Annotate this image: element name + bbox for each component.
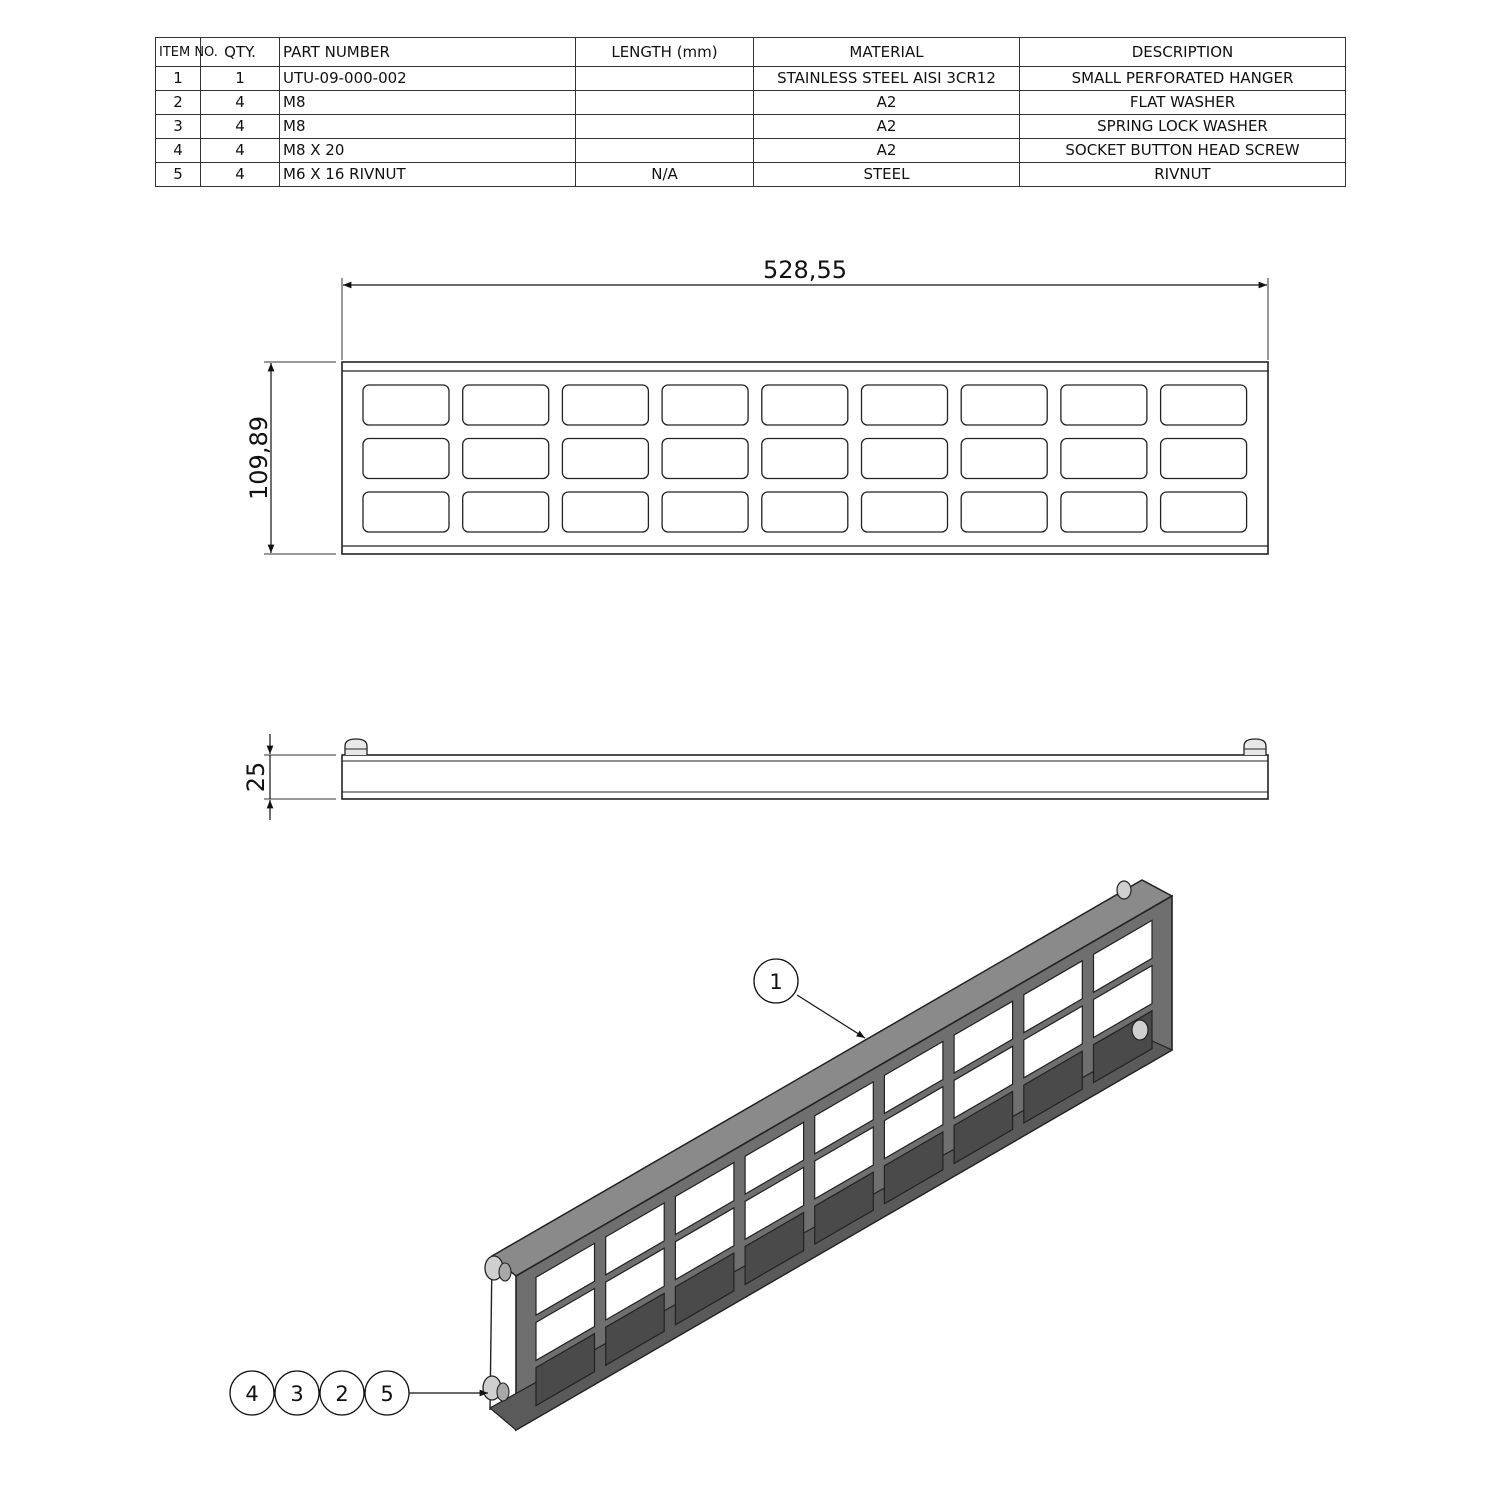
cell-item: 4 — [156, 139, 201, 163]
balloon-1 — [754, 959, 798, 1003]
cell-length: N/A — [576, 163, 754, 187]
cell-description: SOCKET BUTTON HEAD SCREW — [1020, 139, 1346, 163]
screw-head-right — [1244, 739, 1266, 755]
cell-material: STEEL — [754, 163, 1020, 187]
perforation-slot — [961, 439, 1047, 479]
cell-item: 1 — [156, 67, 201, 91]
fastener-bottom-left — [483, 1376, 509, 1401]
perforation-slot — [1161, 385, 1247, 425]
cell-qty: 4 — [201, 139, 280, 163]
cell-part: UTU-09-000-002 — [280, 67, 576, 91]
fastener-top-right — [1117, 881, 1131, 899]
fastener-mid-right — [1132, 1020, 1148, 1040]
width-dimension-label: 528,55 — [763, 256, 847, 284]
cell-material: A2 — [754, 91, 1020, 115]
perforation-slot — [1061, 385, 1147, 425]
perforation-slot — [961, 385, 1047, 425]
cell-material: A2 — [754, 139, 1020, 163]
balloon-1-label: 1 — [769, 970, 783, 994]
hanger-front-outline — [342, 362, 1268, 554]
perforation-slot — [1061, 439, 1147, 479]
perforation-slot — [961, 492, 1047, 532]
screw-head-left — [345, 739, 367, 755]
perforation-slot — [562, 492, 648, 532]
cell-qty: 1 — [201, 67, 280, 91]
cell-item: 2 — [156, 91, 201, 115]
front-view — [245, 256, 1268, 554]
perforation-slots — [363, 385, 1247, 532]
cell-part: M8 — [280, 91, 576, 115]
header-qty: QTY. — [201, 38, 280, 67]
perforation-slot — [562, 385, 648, 425]
perforation-slot — [662, 385, 748, 425]
perforation-slot — [762, 439, 848, 479]
cell-description: RIVNUT — [1020, 163, 1346, 187]
perforation-slot — [662, 492, 748, 532]
cell-description: SPRING LOCK WASHER — [1020, 115, 1346, 139]
isometric-perforation-slots — [536, 920, 1152, 1405]
balloon-leader-1 — [797, 995, 865, 1038]
perforation-slot — [463, 492, 549, 532]
hanger-isometric-body — [490, 880, 1172, 1430]
perforation-slot — [363, 492, 449, 532]
balloon-4-label: 4 — [245, 1382, 259, 1406]
perforation-slot — [862, 385, 948, 425]
header-description: DESCRIPTION — [1020, 38, 1346, 67]
balloon-2 — [320, 1371, 364, 1415]
perforation-slot — [862, 492, 948, 532]
perforation-slot — [1061, 492, 1147, 532]
perforation-slot — [562, 439, 648, 479]
side-view — [242, 734, 1268, 820]
balloon-3-label: 3 — [290, 1382, 304, 1406]
cell-material: STAINLESS STEEL AISI 3CR12 — [754, 67, 1020, 91]
perforation-slot — [662, 439, 748, 479]
balloon-4 — [230, 1371, 274, 1415]
cell-item: 3 — [156, 115, 201, 139]
cell-description: SMALL PERFORATED HANGER — [1020, 67, 1346, 91]
cell-item: 5 — [156, 163, 201, 187]
cell-qty: 4 — [201, 115, 280, 139]
header-material: MATERIAL — [754, 38, 1020, 67]
header-length: LENGTH (mm) — [576, 38, 754, 67]
perforation-slot — [463, 439, 549, 479]
perforation-slot — [363, 439, 449, 479]
balloon-2-label: 2 — [335, 1382, 349, 1406]
cell-qty: 4 — [201, 91, 280, 115]
balloon-3 — [275, 1371, 319, 1415]
cell-part: M6 X 16 RIVNUT — [280, 163, 576, 187]
header-part-number: PART NUMBER — [280, 38, 576, 67]
perforation-slot — [1161, 439, 1247, 479]
header-item-no: ITEM NO. — [156, 38, 201, 67]
perforation-slot — [762, 385, 848, 425]
cell-description: FLAT WASHER — [1020, 91, 1346, 115]
cell-part: M8 — [280, 115, 576, 139]
cell-part: M8 X 20 — [280, 139, 576, 163]
balloon-5-label: 5 — [380, 1382, 394, 1406]
perforation-slot — [363, 385, 449, 425]
balloon-5 — [365, 1371, 409, 1415]
height-dimension-label: 109,89 — [245, 416, 273, 500]
perforation-slot — [1161, 492, 1247, 532]
cell-qty: 4 — [201, 163, 280, 187]
isometric-view — [230, 880, 1172, 1430]
perforation-slot — [463, 385, 549, 425]
cell-material: A2 — [754, 115, 1020, 139]
perforation-slot — [762, 492, 848, 532]
perforation-slot — [862, 439, 948, 479]
depth-dimension-label: 25 — [242, 761, 270, 793]
